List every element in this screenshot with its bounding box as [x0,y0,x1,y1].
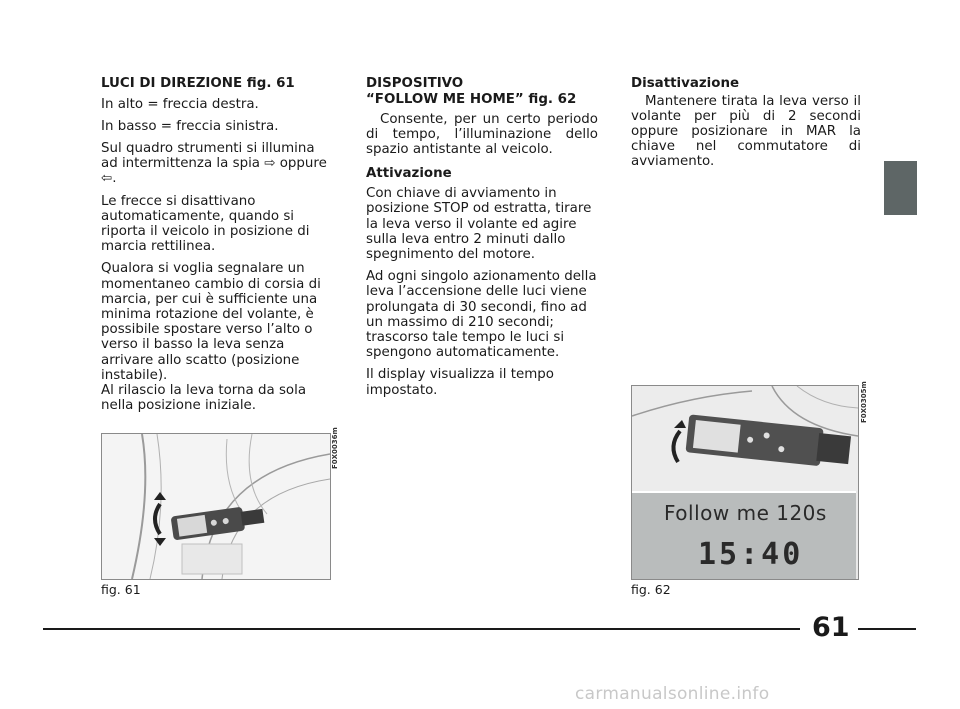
display-time: 15:40 [698,537,804,572]
instrument-display [632,491,856,579]
page-number: 61 [812,612,850,643]
paragraph: In basso = freccia sinistra. [101,118,279,134]
section-title-line2: “FOLLOW ME HOME” fig. 62 [366,91,577,107]
section-title-line1: DISPOSITIVO [366,76,464,91]
display-message: Follow me 120s [664,501,827,525]
paragraph: Al rilascio la leva torna da sola nella posizione iniziale. [101,382,307,414]
paragraph: In alto = freccia destra. [101,96,259,112]
figure-62-caption: fig. 62 [631,582,671,597]
figure-61-stalk-illustration [101,433,331,580]
figure-61-code: F0X0036m [331,427,339,469]
chapter-tab [884,161,917,215]
headlight-stalk-drawing [632,386,858,491]
paragraph: Mantenere tirata la leva verso il volante per più di 2 secondi oppure posizionare in MAR la chiave nel commutatore di avviamento. [631,93,861,170]
figure-62-follow-me-home [631,385,859,580]
column-follow-me-home [366,76,598,405]
paragraph: Le frecce si disattivano automaticamente, quando si riporta il veicolo in posizione di marcia rettilinea. [101,193,310,255]
footer-rule-left [43,628,800,630]
column-deactivation [631,76,861,177]
paragraph: Sul quadro strumenti si illumina ad intermittenza la spia ⇨ oppure ⇦. [101,140,327,187]
paragraph: Qualora si voglia segnalare un momentaneo cambio di corsia di marcia, per cui è sufficiente una minima rotazione del volante, è possibile spostare verso l’alto o verso il basso la leva senza arrivare allo scatto (posizione instabile). [101,261,321,383]
paragraph: Con chiave di avviamento in posizione STOP od estratta, tirare la leva verso il volante ed agire sulla leva entro 2 minuti dallo spegnimento del motore. [366,186,592,262]
figure-62-code: F0X0305m [860,381,868,423]
deactivation-heading: Disattivazione [631,76,740,91]
figure-61-caption: fig. 61 [101,582,141,597]
column-turn-signals [101,76,327,420]
paragraph: Il display visualizza il tempo impostato. [366,367,554,398]
watermark: carmanualsonline.info [575,684,770,704]
footer-rule-right [858,628,916,630]
activation-heading: Attivazione [366,165,452,181]
section-title-turn-signals: LUCI DI DIREZIONE fig. 61 [101,76,295,91]
paragraph-intro: Consente, per un certo periodo di tempo, l’illuminazione dello spazio antistante al veicolo. [366,112,598,158]
paragraph: Ad ogni singolo azionamento della leva l’accensione delle luci viene prolungata di 30 secondi, fino ad un massimo di 210 secondi; trascorso tale tempo le luci si spengono automaticamente. [366,269,597,361]
turn-signal-stalk-drawing [102,434,330,579]
